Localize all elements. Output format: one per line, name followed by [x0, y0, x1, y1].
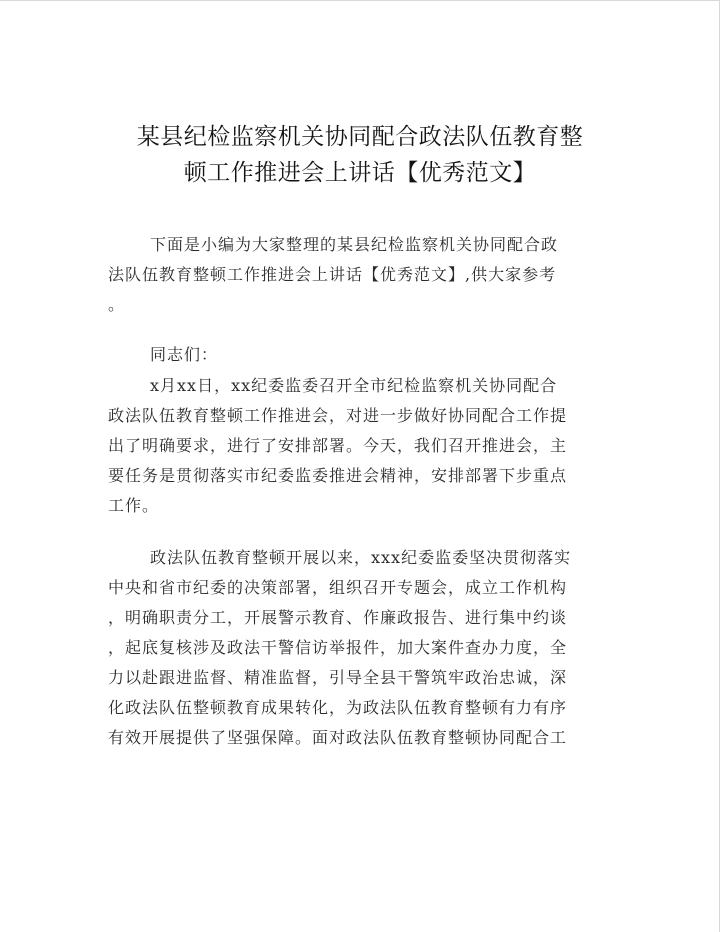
intro-paragraph — [108, 230, 616, 320]
text-line: 化政法队伍整顿教育成果转化，为政法队伍教育整顿有力有序 — [108, 698, 568, 717]
title-line: 顿工作推进会上讲话【优秀范文】 — [183, 160, 537, 186]
text-line: 同志们： — [150, 345, 219, 364]
text-line: x月xx日，xx纪委监委召开全市纪检监察机关协同配合 — [150, 376, 558, 395]
text-line: 政法队伍教育整顿开展以来，xxx纪委监委坚决贯彻落实 — [150, 548, 572, 567]
text-line: 出了明确要求，进行了安排部署。今天，我们召开推进会，主 — [108, 436, 568, 455]
text-line: 下面是小编为大家整理的某县纪检监察机关协同配合政 — [150, 235, 559, 254]
text-line: 法队伍教育整顿工作推进会上讲话【优秀范文】,供大家参考 — [108, 265, 557, 284]
text-line: 力以赴跟进监督、精准监督，引导全县干警筑牢政治忠诚，深 — [108, 668, 568, 687]
text-line: ，明确职责分工，开展警示教育、作廉政报告、进行集中约谈 — [108, 608, 568, 627]
document-title — [90, 119, 630, 191]
text-line: 有效开展提供了坚强保障。面对政法队伍教育整顿协同配合工 — [108, 728, 568, 747]
body-paragraph — [108, 371, 616, 521]
text-line: ，起底复核涉及政法干警信访举报件，加大案件查办力度，全 — [108, 638, 568, 657]
text-line: 工作。 — [108, 496, 160, 515]
body-paragraph — [108, 543, 616, 753]
text-line: 。 — [108, 295, 126, 314]
text-line: 要任务是贯彻落实市纪委监委推进会精神，安排部署下步重点 — [108, 466, 568, 485]
salutation-paragraph — [108, 340, 616, 370]
text-line: 中央和省市纪委的决策部署，组织召开专题会，成立工作机构 — [108, 578, 568, 597]
text-line: 政法队伍教育整顿工作推进会，对进一步做好协同配合工作提 — [108, 406, 568, 425]
title-line: 某县纪检监察机关协同配合政法队伍教育整 — [136, 124, 584, 150]
